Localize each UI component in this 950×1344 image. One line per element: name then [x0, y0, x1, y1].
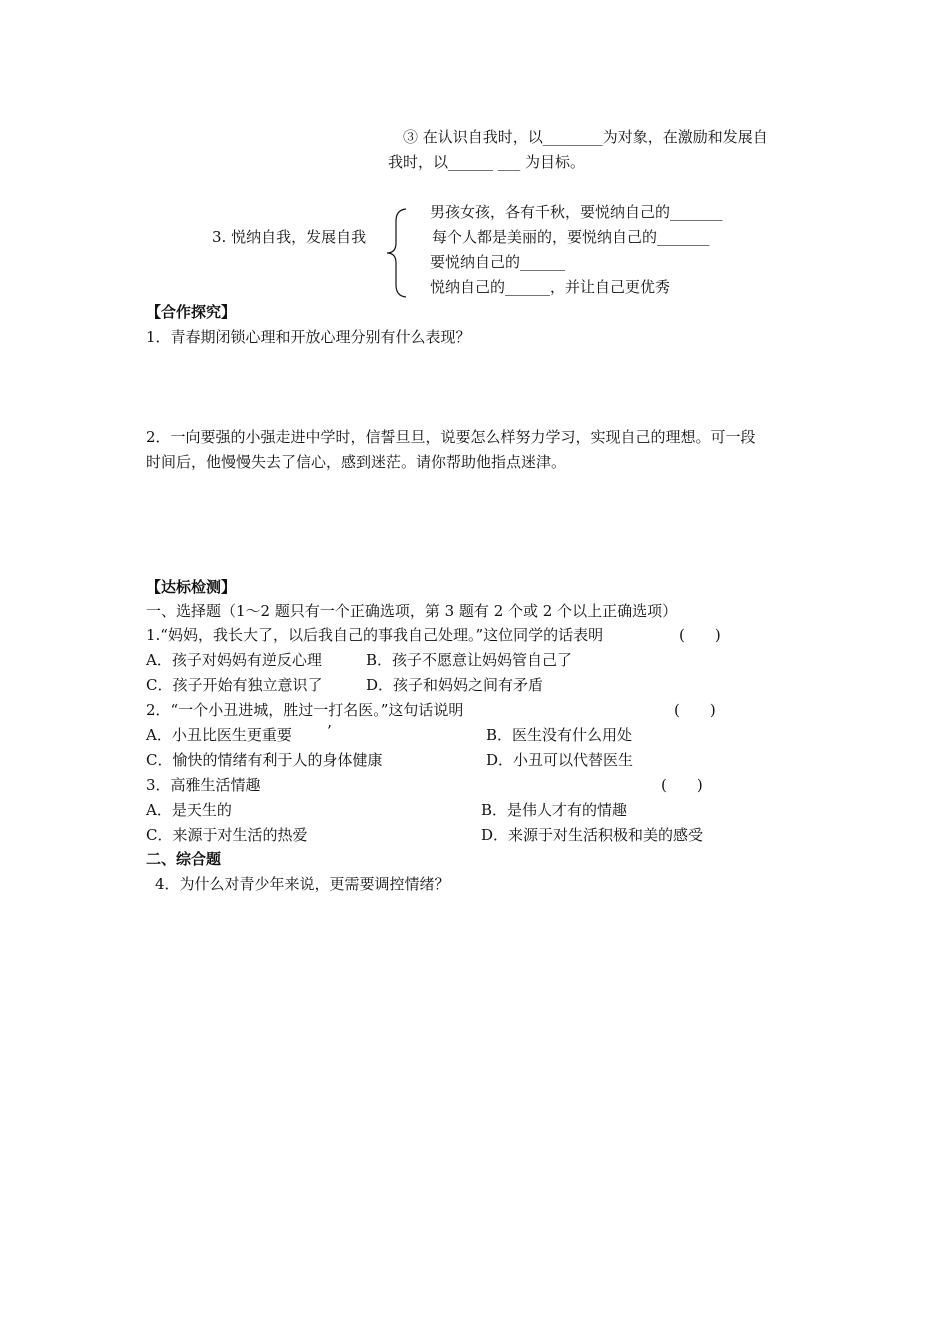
question-3-option-d: D．来源于对生活积极和美的感受: [481, 826, 704, 844]
question-2-answer-paren: ( ): [674, 701, 716, 719]
section3-item-4: 悦纳自己的______，并让自己更优秀: [430, 278, 671, 296]
question-1-option-d: D．孩子和妈妈之间有矛盾: [366, 676, 544, 694]
question-2-stem: 2．“一个小丑进城，胜过一打名医。”这句话说明: [146, 701, 464, 719]
question-3-option-a: A．是天生的: [146, 801, 232, 819]
question-3-option-c: C．来源于对生活的热爱: [146, 826, 308, 844]
question-3-stem: 3．高雅生活情趣: [146, 776, 261, 794]
curly-brace-icon: [384, 207, 414, 299]
cooperation-question-2-line1: 2．一向要强的小强走进中学时，信誓旦旦，说要怎么样努力学习，实现自己的理想。可一段: [146, 428, 756, 446]
question-4: 4．为什么对青少年来说，更需要调控情绪？: [155, 875, 450, 893]
cooperation-heading: 【合作探究】: [146, 303, 237, 321]
cooperation-question-2-line2: 时间后，他慢慢失去了信心，感到迷茫。请你帮助他指点迷津。: [146, 453, 567, 471]
comprehensive-section-title: 二、综合题: [146, 850, 222, 868]
question-3-option-b: B．是伟人才有的情趣: [481, 801, 628, 819]
question-1-option-b: B．孩子不愿意让妈妈管自己了: [366, 651, 573, 669]
question-3-answer-paren: ( ): [661, 776, 703, 794]
cooperation-question-1: 1．青春期闭锁心理和开放心理分别有什么表现？: [146, 328, 471, 346]
item3-line1: ③ 在认识自我时，以________为对象，在激励和发展自: [403, 128, 768, 146]
question-2-option-a: A．小丑比医生更重要: [146, 726, 292, 744]
question-1-option-a: A．孩子对妈妈有逆反心理: [146, 651, 322, 669]
question-2-option-b: B．医生没有什么用处: [486, 726, 633, 744]
question-1-answer-paren: ( ): [679, 626, 721, 644]
section3-label: 3. 悦纳自我，发展自我: [212, 228, 367, 246]
question-2-option-d: D．小丑可以代替医生: [486, 751, 634, 769]
test-heading: 【达标检测】: [146, 578, 237, 596]
stray-mark: ’: [327, 722, 332, 740]
question-1-option-c: C．孩子开始有独立意识了: [146, 676, 323, 694]
section3-item-3: 要悦纳自己的______: [430, 253, 566, 271]
item3-line2: 我时，以______ ___ 为目标。: [388, 153, 586, 171]
question-2-option-c: C．愉快的情绪有利于人的身体健康: [146, 751, 383, 769]
question-1-stem: 1.“妈妈，我长大了，以后我自己的事我自己处理。”这位同学的话表明: [146, 626, 604, 644]
section3-item-1: 男孩女孩，各有千秋，要悦纳自己的_______: [430, 203, 723, 221]
section3-item-2: 每个人都是美丽的，要悦纳自己的_______: [432, 228, 710, 246]
choice-section-title: 一、选择题（1～2 题只有一个正确选项，第 3 题有 2 个或 2 个以上正确选项）: [146, 602, 678, 620]
